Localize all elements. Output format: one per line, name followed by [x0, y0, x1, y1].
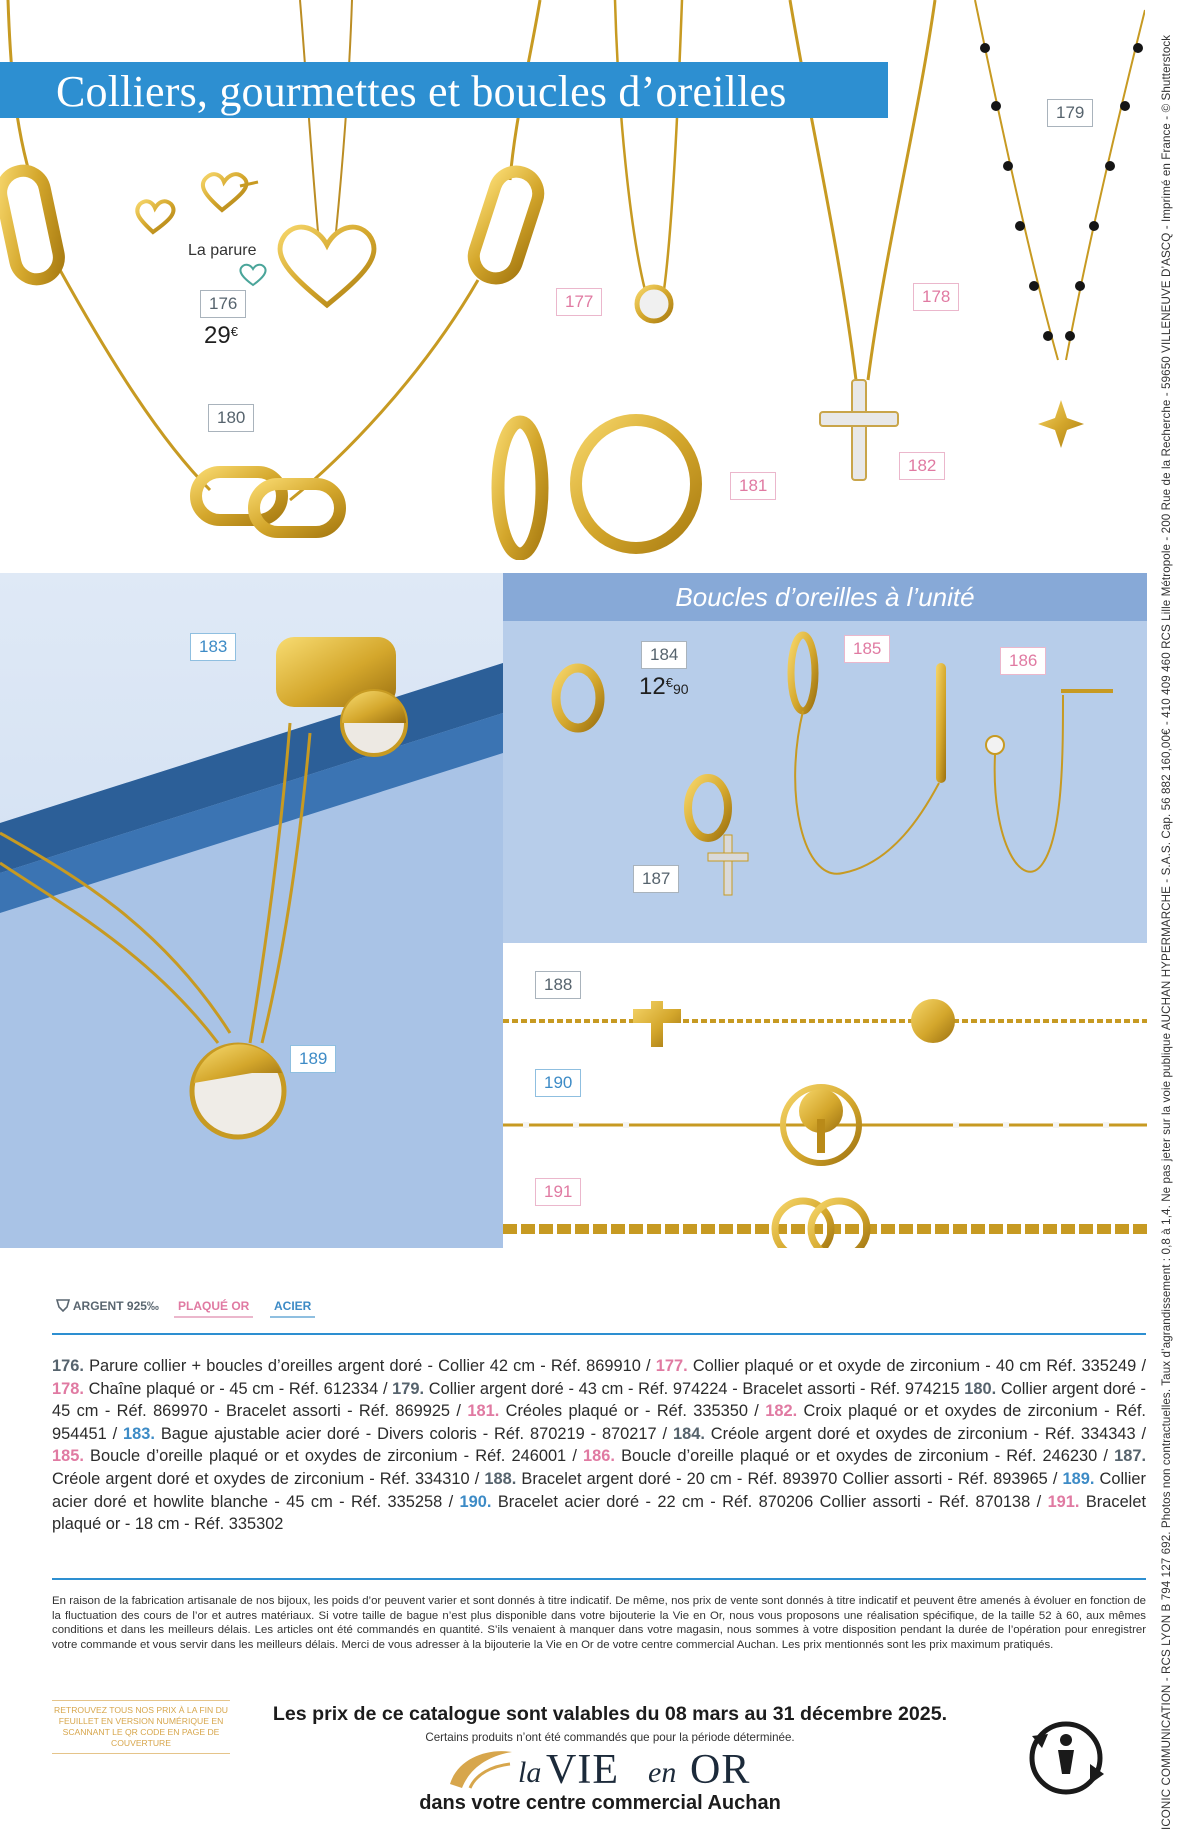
legend-gold-plated: PLAQUÉ OR: [174, 1296, 253, 1318]
desc-number: 189.: [1062, 1469, 1095, 1488]
price-176: [204, 322, 238, 350]
desc-number: 177.: [655, 1357, 688, 1375]
desc-number: 182.: [765, 1402, 798, 1421]
title-band: [0, 62, 888, 118]
earrings-panel-title: Boucles d’oreilles à l’unité: [675, 582, 975, 612]
ref-182: 182: [899, 452, 945, 480]
ref-183: 183: [190, 633, 236, 661]
divider-bottom: [52, 1578, 1146, 1580]
legend-silver: [52, 1296, 163, 1318]
legend-steel: ACIER: [270, 1296, 315, 1318]
desc-number: 186.: [583, 1447, 615, 1466]
desc-text: Bracelet acier doré - 22 cm - Réf. 870206 Collier assorti - Réf. 870138 /: [491, 1492, 1048, 1511]
desc-text: Bracelet plaqué or - 18 cm - Réf. 335302: [52, 1492, 1146, 1534]
desc-text: Créoles plaqué or - Réf. 335350 /: [499, 1402, 766, 1421]
divider-top: [52, 1333, 1146, 1335]
top-section: [0, 0, 1145, 560]
side-legal-text: ICONIC COMMUNICATION - RCS LYON B 794 127 692. Photos non contractuelles. Taux d’agrandissement : 0,8 à 1,4. Ne pas jeter sur la voie publique AUCHAN HYPERMARCHE - S.A.S. Cap. 56 882 160,00€ - 410 409 460 RCS Lille Métropole - 200 Rue de la Recherche - 59650 VILLENEUVE D’ASCQ - Imprimé en France - © Shutterstock: [1160, 34, 1173, 1830]
silver-hallmark-icon: [56, 1298, 70, 1312]
desc-text: Bracelet argent doré - 20 cm - Réf. 893970 Collier assorti - Réf. 893965 /: [516, 1469, 1063, 1488]
cross-pendant-182: [820, 380, 898, 480]
necklace-180-lower-chain: [60, 270, 478, 500]
desc-number: 190.: [459, 1492, 492, 1511]
price-176-currency: €: [230, 324, 238, 339]
desc-number: 188.: [484, 1469, 517, 1488]
desc-number: 178.: [52, 1379, 84, 1398]
brand-or: OR: [690, 1747, 751, 1793]
ref-176: 176: [200, 290, 246, 318]
ref-184: 184: [641, 641, 687, 669]
page-title: Colliers, gourmettes et boucles d’oreilles: [56, 67, 787, 116]
desc-number: 187.: [1114, 1447, 1146, 1466]
desc-text: Collier acier doré et howlite blanche - 45 cm - Réf. 335258 /: [52, 1469, 1147, 1511]
ref-186: 186: [1000, 647, 1046, 675]
price-184-cents: 90: [672, 681, 689, 697]
desc-text: Créole argent doré et oxydes de zirconium - Réf. 334343 /: [704, 1424, 1147, 1443]
brand-vie: VIE: [546, 1747, 619, 1793]
earrings-panel: [503, 573, 1147, 943]
photo-illustration: [0, 573, 503, 1248]
qr-code-note: RETROUVEZ TOUS NOS PRIX À LA FIN DU FEUILLET EN VERSION NUMÉRIQUE EN SCANNANT LE QR CODE EN PAGE DE COUVERTURE: [52, 1700, 230, 1754]
desc-number: 179.: [392, 1379, 425, 1398]
star-pendant: [1038, 400, 1084, 448]
desc-text: Chaîne plaqué or - 45 cm - Réf. 612334 /: [83, 1379, 393, 1398]
earrings-illustration: [503, 573, 1147, 943]
ref-177: 177: [556, 288, 602, 316]
desc-number: 184.: [672, 1424, 705, 1443]
product-descriptions: [52, 1355, 1146, 1536]
desc-number: 176.: [52, 1357, 84, 1375]
bracelets-section: [503, 943, 1147, 1248]
desc-number: 180.: [964, 1379, 997, 1398]
desc-text: Collier plaqué or et oxyde de zirconium - 40 cm Réf. 335249 /: [687, 1357, 1146, 1375]
desc-number: 185.: [52, 1447, 84, 1466]
desc-text: Bague ajustable acier doré - Divers coloris - Réf. 870219 - 870217 /: [154, 1424, 673, 1443]
ref-189: 189: [290, 1045, 336, 1073]
ref-180: 180: [208, 404, 254, 432]
brand-logo: [440, 1740, 780, 1800]
validity-main: Les prix de ce catalogue sont valables du 08 mars au 31 décembre 2025.: [272, 1703, 948, 1725]
desc-text: Boucle d’oreille plaqué or et oxydes de zirconium - Réf. 246001 /: [83, 1447, 584, 1466]
bracelet-188-cross: [633, 1001, 681, 1047]
ref-178: 178: [913, 283, 959, 311]
desc-text: Boucle d’oreille plaqué or et oxydes de zirconium - Réf. 246230 /: [614, 1447, 1115, 1466]
fine-print: En raison de la fabrication artisanale de nos bijoux, les poids d’or peuvent varier et sont donnés à titre indicatif. De même, nos prix de vente sont donnés à titre indicatif et peuvent être amenés à évoluer en fonction de la fluctuation des cours de l’or et autres matériaux. Si votre taille de bague n’est plus disponible dans votre bijouterie la Vie en Or, nous vous proposons une réalisation spécifique, de la taille 52 à 60, aux mêmes conditions et dans les meilleurs délais. Les articles ont été commandés en quantité. S’ils venaient à manquer dans votre magasin, nous sommes à votre disposition pendant la durée de l’opération pour enregistrer votre commande et vous servir dans les meilleurs délais. Merci de vous adresser à la bijouterie la Vie en Or de votre centre commercial Auchan. Les prix mentionnés sont les prix maximum pratiqués.: [52, 1595, 1146, 1651]
ref-185: 185: [844, 635, 890, 663]
brand-swoosh-icon: [440, 1744, 520, 1794]
ref-190: 190: [535, 1069, 581, 1097]
ref-181: 181: [730, 472, 776, 500]
photo-ring-necklace: [0, 573, 503, 1248]
ref-179: 179: [1047, 99, 1093, 127]
heart-icon: [238, 262, 268, 288]
heart-pendant: [280, 227, 374, 305]
ref-191: 191: [535, 1178, 581, 1206]
brand-la: la: [518, 1756, 542, 1789]
ref-187: 187: [633, 865, 679, 893]
price-184: [639, 673, 689, 701]
price-176-euros: 29: [204, 322, 231, 349]
brand-en: en: [648, 1756, 677, 1789]
bracelets-illustration: [503, 943, 1147, 1248]
legend-silver-label: ARGENT 925‰: [72, 1299, 159, 1313]
desc-text: Collier argent doré - 43 cm - Réf. 974224 - Bracelet assorti - Réf. 974215: [424, 1379, 965, 1398]
ref-188: 188: [535, 971, 581, 999]
price-184-currency: €: [665, 675, 673, 690]
desc-number: 183.: [123, 1424, 155, 1443]
desc-text: Créole argent doré et oxydes de zirconium - Réf. 334310 /: [52, 1469, 485, 1488]
brand-tagline: dans votre centre commercial Auchan: [419, 1792, 781, 1814]
recycle-triman-icon: [1028, 1718, 1108, 1798]
desc-text: Parure collier + boucles d’oreilles argent doré - Collier 42 cm - Réf. 869910 /: [83, 1357, 656, 1375]
parure-label: La parure: [188, 242, 257, 259]
desc-text: Collier argent doré - 45 cm - Réf. 869970 - Bracelet assorti - Réf. 869925 /: [52, 1379, 1147, 1421]
validity-sub: Certains produits n’ont été commandés que pour la période déterminée.: [425, 1731, 795, 1744]
desc-text: Croix plaqué or et oxydes de zirconium - Réf. 954451 /: [52, 1402, 1146, 1443]
desc-number: 181.: [467, 1402, 500, 1421]
desc-number: 191.: [1047, 1492, 1080, 1511]
price-184-euros: 12: [639, 673, 666, 700]
